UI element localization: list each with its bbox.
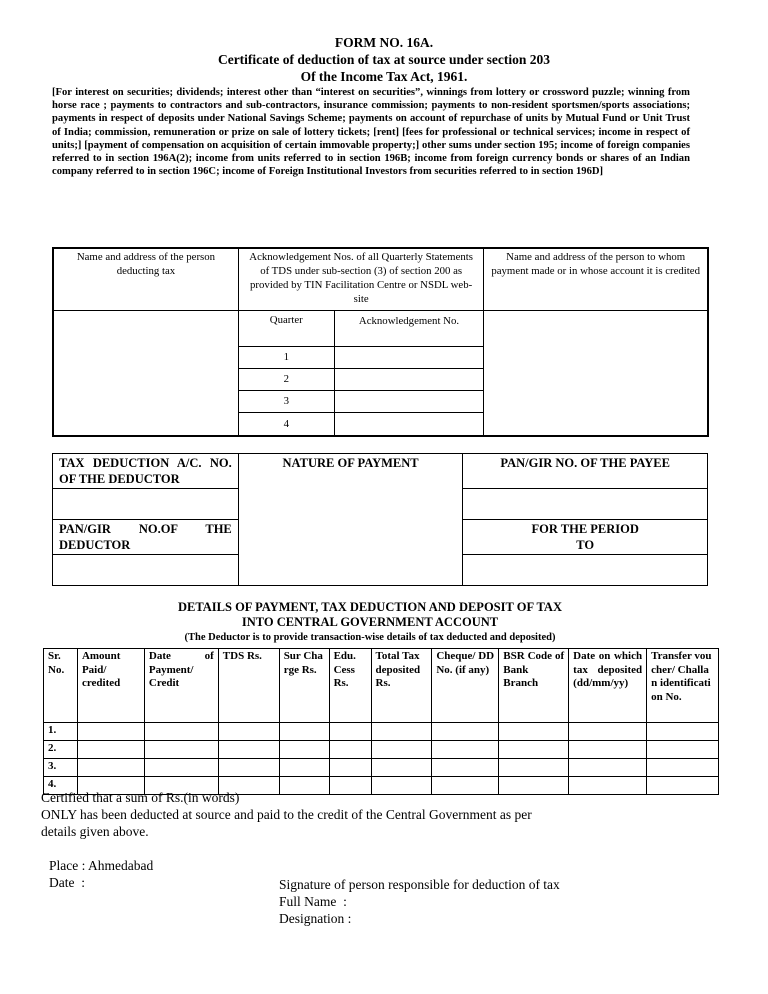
table-cell[interactable] [329, 777, 371, 795]
table-cell[interactable] [647, 723, 719, 741]
certified-line-3: details given above. [41, 824, 149, 839]
ack-no-cell[interactable] [334, 368, 484, 390]
table-cell[interactable] [77, 741, 144, 759]
details-note: (The Deductor is to provide transaction-wise details of tax deducted and deposited) [184, 632, 556, 643]
payee-name-label: Name and address of the person to whom payment made or in whose account it is credited [484, 248, 708, 310]
quarter-2: 2 [238, 368, 334, 390]
tan-value-cell[interactable] [53, 489, 239, 520]
table-cell[interactable] [432, 759, 499, 777]
tan-label: TAX DEDUCTION A/C. NO. OF THE DEDUCTOR [53, 454, 239, 489]
col-total-tax: Total Tax deposited Rs. [371, 649, 432, 723]
period-from-label: FOR THE PERIOD [531, 522, 639, 536]
row-number: 4. [44, 777, 78, 795]
table-cell[interactable] [569, 723, 647, 741]
ack-no-header: Acknowledgement No. [334, 310, 484, 346]
table-cell[interactable] [432, 777, 499, 795]
table-cell[interactable] [144, 741, 218, 759]
act-title: Of the Income Tax Act, 1961. [300, 69, 468, 84]
table-cell[interactable] [144, 759, 218, 777]
table-cell[interactable] [569, 741, 647, 759]
intro-paragraph: [For interest on securities; dividends; interest other than “interest on securities”, winnings from lottery or crossword puzzle; winning from horse race ; payments to contractors and sub-contractors, insurance commission; payments to non-resident sportsmen/sports associations; payments in respect of deposits under National Savings Scheme; payments on account of repurchase of units by Mutual Fund or Unit Trust of India; commission, remuneration or prize on sale of lottery tickets; [rent] [fees for professional or technical services; income in respect of units;] [payment of compensation on acquisition of certain immovable property;] other sums under section 195; income of foreign companies referred to in section 196A(2); income from units referred to in section 196B; income from foreign currency bonds or shares of an Indian company referred to in section 196C; income of Foreign Institutional Investors from securities referred to in section 196D] [52, 87, 690, 178]
table-cell[interactable] [279, 777, 329, 795]
quarter-3: 3 [238, 390, 334, 412]
quarter-header: Quarter [238, 310, 334, 346]
col-cheque-dd: Cheque/ DD No. (if any) [432, 649, 499, 723]
pan-payee-label: PAN/GIR NO. OF THE PAYEE [463, 454, 708, 489]
col-bsr-code: BSR Code of Bank Branch [499, 649, 569, 723]
col-date-deposited: Date on which tax deposited (dd/mm/yy) [569, 649, 647, 723]
designation-label: Designation : [279, 911, 352, 926]
col-challan-no: Transfer voucher/ Challan identification No. [647, 649, 719, 723]
row-number: 1. [44, 723, 78, 741]
payment-details-table [43, 648, 719, 795]
table-cell[interactable] [432, 723, 499, 741]
col-surcharge: Sur Charge Rs. [279, 649, 329, 723]
table-cell[interactable] [569, 759, 647, 777]
ack-nos-label: Acknowledgement Nos. of all Quarterly Statements of TDS under sub-section (3) of section 200 as provided by TIN Facilitation Centre or NSDL web-site [238, 248, 483, 310]
row-number: 2. [44, 741, 78, 759]
pan-payee-value-cell[interactable] [463, 489, 708, 520]
ack-no-cell[interactable] [334, 346, 484, 368]
table-cell[interactable] [144, 723, 218, 741]
col-amount-paid: Amount Paid/ credited [77, 649, 144, 723]
full-name-label: Full Name : [279, 894, 347, 909]
table-cell[interactable] [371, 741, 432, 759]
table-cell[interactable] [279, 723, 329, 741]
table-cell[interactable] [647, 741, 719, 759]
ack-no-cell[interactable] [334, 390, 484, 412]
table-cell[interactable] [499, 777, 569, 795]
tan-pan-table [52, 453, 708, 586]
table-cell[interactable] [371, 723, 432, 741]
table-cell[interactable] [499, 723, 569, 741]
nature-of-payment-label: NATURE OF PAYMENT [238, 454, 463, 586]
table-cell[interactable] [329, 759, 371, 777]
table-cell[interactable] [329, 741, 371, 759]
table-cell[interactable] [432, 741, 499, 759]
period-value-cell[interactable] [463, 555, 708, 586]
col-date-of-payment: Date of Payment/ Credit [144, 649, 218, 723]
form-number: FORM NO. 16A. [334, 35, 434, 50]
table-cell[interactable] [329, 723, 371, 741]
col-tds: TDS Rs. [218, 649, 279, 723]
table-cell[interactable] [499, 759, 569, 777]
certified-line-1: Certified that a sum of Rs.(in words) [41, 790, 240, 805]
quarter-1: 1 [238, 346, 334, 368]
table-cell[interactable] [371, 777, 432, 795]
table-cell[interactable] [218, 759, 279, 777]
deductor-name-cell[interactable] [53, 310, 238, 436]
deductor-payee-table [52, 247, 709, 437]
date: Date : [49, 875, 85, 890]
table-cell[interactable] [77, 759, 144, 777]
table-cell[interactable] [569, 777, 647, 795]
signature-label: Signature of person responsible for deduction of tax [279, 877, 560, 892]
form-title: Certificate of deduction of tax at source under section 203 [217, 52, 551, 67]
details-subheading: INTO CENTRAL GOVERNMENT ACCOUNT [241, 615, 499, 629]
col-sr-no: Sr. No. [44, 649, 78, 723]
place: Place : Ahmedabad [49, 858, 154, 873]
table-cell[interactable] [371, 759, 432, 777]
period-label [463, 520, 708, 555]
details-heading: DETAILS OF PAYMENT, TAX DEDUCTION AND DEPOSIT OF TAX [178, 600, 562, 614]
deductor-name-label: Name and address of the person deducting tax [53, 248, 238, 310]
table-cell[interactable] [218, 723, 279, 741]
period-to-label: TO [576, 538, 595, 552]
table-cell[interactable] [647, 759, 719, 777]
row-number: 3. [44, 759, 78, 777]
col-edu-cess: Edu. Cess Rs. [329, 649, 371, 723]
ack-no-cell[interactable] [334, 412, 484, 436]
table-cell[interactable] [647, 777, 719, 795]
certified-line-2: ONLY has been deducted at source and paid to the credit of the Central Government as per [41, 807, 532, 822]
quarter-4: 4 [238, 412, 334, 436]
table-cell[interactable] [218, 741, 279, 759]
table-cell[interactable] [499, 741, 569, 759]
table-cell[interactable] [279, 741, 329, 759]
pan-deductor-value-cell[interactable] [53, 555, 239, 586]
payee-name-cell[interactable] [484, 310, 708, 436]
pan-deductor-label: PAN/GIR NO.OF THE DEDUCTOR [53, 520, 239, 555]
table-cell[interactable] [77, 723, 144, 741]
table-cell[interactable] [279, 759, 329, 777]
